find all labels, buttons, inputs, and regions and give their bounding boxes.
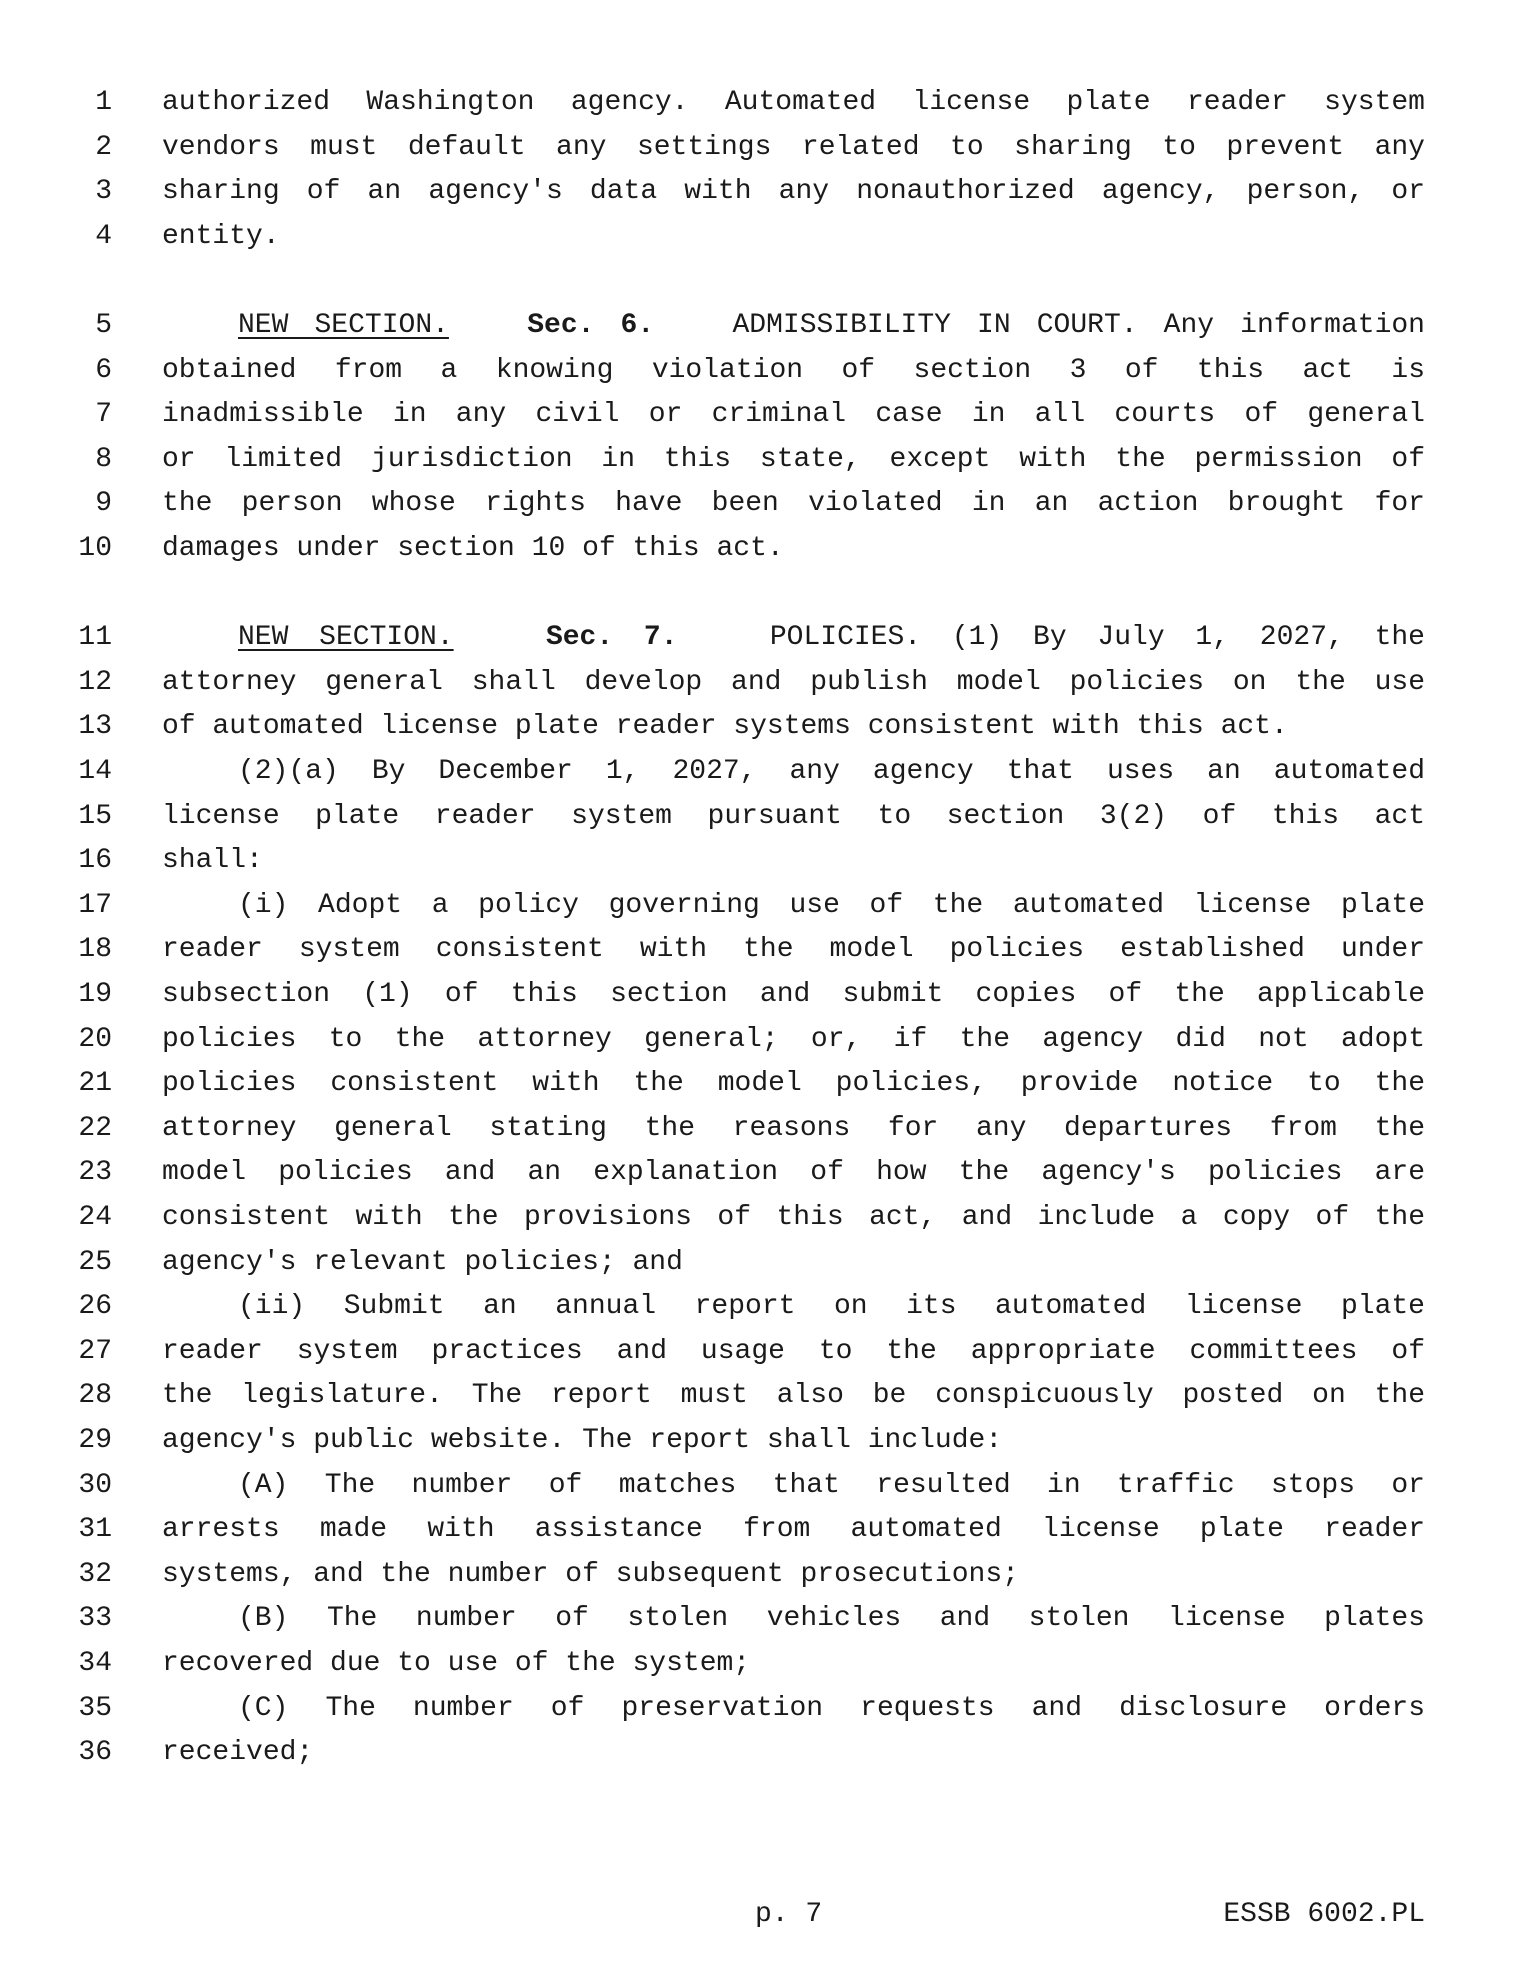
- new-section-label: NEW SECTION.: [238, 622, 454, 654]
- document-line: [0, 1240, 1530, 1285]
- line-number: 30: [78, 1469, 112, 1501]
- document-line: [0, 80, 1530, 125]
- line-text: of automated license plate reader systems consistent with this act.: [162, 711, 1288, 743]
- line-number: 27: [78, 1335, 112, 1367]
- document-line: [0, 125, 1530, 170]
- document-line: [0, 660, 1530, 705]
- line-text: the person whose rights have been violated in an action brought for: [162, 488, 1425, 520]
- line-text: (B) The number of stolen vehicles and stolen license plates: [238, 1603, 1425, 1635]
- line-text: shall:: [162, 845, 263, 877]
- line-number: 20: [78, 1023, 112, 1055]
- line-number: 10: [78, 533, 112, 564]
- document-line: [0, 1195, 1530, 1240]
- document-line: [0, 169, 1530, 214]
- line-text: arrests made with assistance from automated license plate reader: [162, 1514, 1425, 1546]
- document-line: [0, 526, 1530, 571]
- document-line: [0, 348, 1530, 393]
- document-line: [0, 303, 1530, 348]
- document-line: [0, 972, 1530, 1017]
- document-line: [0, 615, 1530, 660]
- line-number: 33: [78, 1603, 112, 1635]
- line-text: entity.: [162, 220, 280, 252]
- line-number: 15: [78, 800, 112, 832]
- document-line: [0, 1641, 1530, 1686]
- line-number: 1: [95, 87, 112, 118]
- line-text: (i) Adopt a policy governing use of the automated license plate: [238, 889, 1425, 921]
- section-heading-text: ADMISSIBILITY IN COURT. Any information: [732, 310, 1425, 341]
- line-number: 26: [78, 1291, 112, 1323]
- document-line: [0, 1284, 1530, 1329]
- document-line: [0, 794, 1530, 839]
- line-number: 3: [95, 176, 112, 208]
- line-text: the legislature. The report must also be conspicuously posted on the: [162, 1380, 1425, 1412]
- line-number: 12: [78, 666, 112, 698]
- line-text: (C) The number of preservation requests and disclosure orders: [238, 1692, 1425, 1724]
- bill-number: ESSB 6002.PL: [1223, 1899, 1425, 1930]
- document-line: [0, 1150, 1530, 1195]
- line-text: obtained from a knowing violation of section 3 of this act is: [162, 354, 1425, 386]
- line-text: damages under section 10 of this act.: [162, 533, 784, 564]
- line-text: (ii) Submit an annual report on its automated license plate: [238, 1291, 1425, 1323]
- line-text: policies consistent with the model policies, provide notice to the: [162, 1068, 1425, 1100]
- line-number: 22: [78, 1112, 112, 1144]
- section-number: Sec. 6.: [527, 310, 655, 341]
- document-line: [0, 927, 1530, 972]
- document-line: [0, 1373, 1530, 1418]
- line-text: license plate reader system pursuant to section 3(2) of this act: [162, 800, 1425, 832]
- line-text: vendors must default any settings related to sharing to prevent any: [162, 131, 1425, 163]
- document-line: [0, 1329, 1530, 1374]
- line-number: 5: [95, 310, 112, 341]
- line-number: 19: [78, 979, 112, 1010]
- line-number: 21: [78, 1068, 112, 1100]
- line-number: 6: [95, 354, 112, 386]
- line-number: 24: [78, 1202, 112, 1233]
- line-text: or limited jurisdiction in this state, except with the permission of: [162, 443, 1425, 475]
- line-number: 8: [95, 443, 112, 475]
- section-number: Sec. 7.: [545, 622, 678, 654]
- line-text: reader system consistent with the model policies established under: [162, 934, 1425, 966]
- line-number: 2: [95, 131, 112, 163]
- line-number: 31: [78, 1514, 112, 1546]
- document-line: [0, 838, 1530, 883]
- line-number: 11: [78, 622, 112, 654]
- line-text: received;: [162, 1737, 314, 1769]
- document-line: [0, 214, 1530, 259]
- document-line: [0, 1507, 1530, 1552]
- document-line: [0, 1061, 1530, 1106]
- line-text: agency's relevant policies; and: [162, 1246, 683, 1278]
- line-text: subsection (1) of this section and submit copies of the applicable: [162, 979, 1425, 1010]
- line-text: inadmissible in any civil or criminal case in all courts of general: [162, 399, 1425, 431]
- line-text: attorney general stating the reasons for any departures from the: [162, 1112, 1425, 1144]
- line-text: authorized Washington agency. Automated license plate reader system: [162, 87, 1425, 118]
- line-text: [238, 303, 1425, 348]
- line-number: 18: [78, 934, 112, 966]
- line-text: model policies and an explanation of how the agency's policies are: [162, 1157, 1425, 1189]
- document-line: [0, 749, 1530, 794]
- line-number: 9: [95, 488, 112, 520]
- document-line: [0, 704, 1530, 749]
- line-text: (2)(a) By December 1, 2027, any agency that uses an automated: [238, 756, 1425, 787]
- line-text: sharing of an agency's data with any nonauthorized agency, person, or: [162, 176, 1425, 208]
- document-line: [0, 883, 1530, 928]
- line-number: 16: [78, 845, 112, 877]
- line-number: 34: [78, 1648, 112, 1679]
- line-number: 13: [78, 711, 112, 743]
- document-line: [0, 1418, 1530, 1463]
- line-text: reader system practices and usage to the appropriate committees of: [162, 1335, 1425, 1367]
- line-text: consistent with the provisions of this act, and include a copy of the: [162, 1202, 1425, 1233]
- section-heading-text: POLICIES. (1) By July 1, 2027, the: [769, 622, 1425, 654]
- line-number: 7: [95, 399, 112, 431]
- line-text: policies to the attorney general; or, if the agency did not adopt: [162, 1023, 1425, 1055]
- line-text: recovered due to use of the system;: [162, 1648, 751, 1679]
- document-line: [0, 1552, 1530, 1597]
- line-number: 23: [78, 1157, 112, 1189]
- document-line: [0, 481, 1530, 526]
- document-line: [0, 392, 1530, 437]
- line-number: 28: [78, 1380, 112, 1412]
- document-line: [0, 1686, 1530, 1731]
- page-number: p. 7: [755, 1899, 823, 1930]
- line-number: 35: [78, 1692, 112, 1724]
- line-text: systems, and the number of subsequent prosecutions;: [162, 1558, 1019, 1590]
- document-line: [0, 1463, 1530, 1508]
- document-line: [0, 437, 1530, 482]
- line-number: 25: [78, 1246, 112, 1278]
- document-line: [0, 1106, 1530, 1151]
- document-line: [0, 1730, 1530, 1775]
- line-number: 32: [78, 1558, 112, 1590]
- document-line: [0, 1017, 1530, 1062]
- document-line: [0, 1596, 1530, 1641]
- line-text: (A) The number of matches that resulted in traffic stops or: [238, 1469, 1425, 1501]
- line-number: 36: [78, 1737, 112, 1769]
- line-text: agency's public website. The report shall include:: [162, 1425, 1003, 1456]
- line-number: 4: [95, 220, 112, 252]
- line-text: [238, 615, 1425, 660]
- new-section-label: NEW SECTION.: [238, 310, 449, 341]
- line-number: 14: [78, 756, 112, 787]
- line-number: 29: [78, 1425, 112, 1456]
- line-text: attorney general shall develop and publish model policies on the use: [162, 666, 1425, 698]
- line-number: 17: [78, 889, 112, 921]
